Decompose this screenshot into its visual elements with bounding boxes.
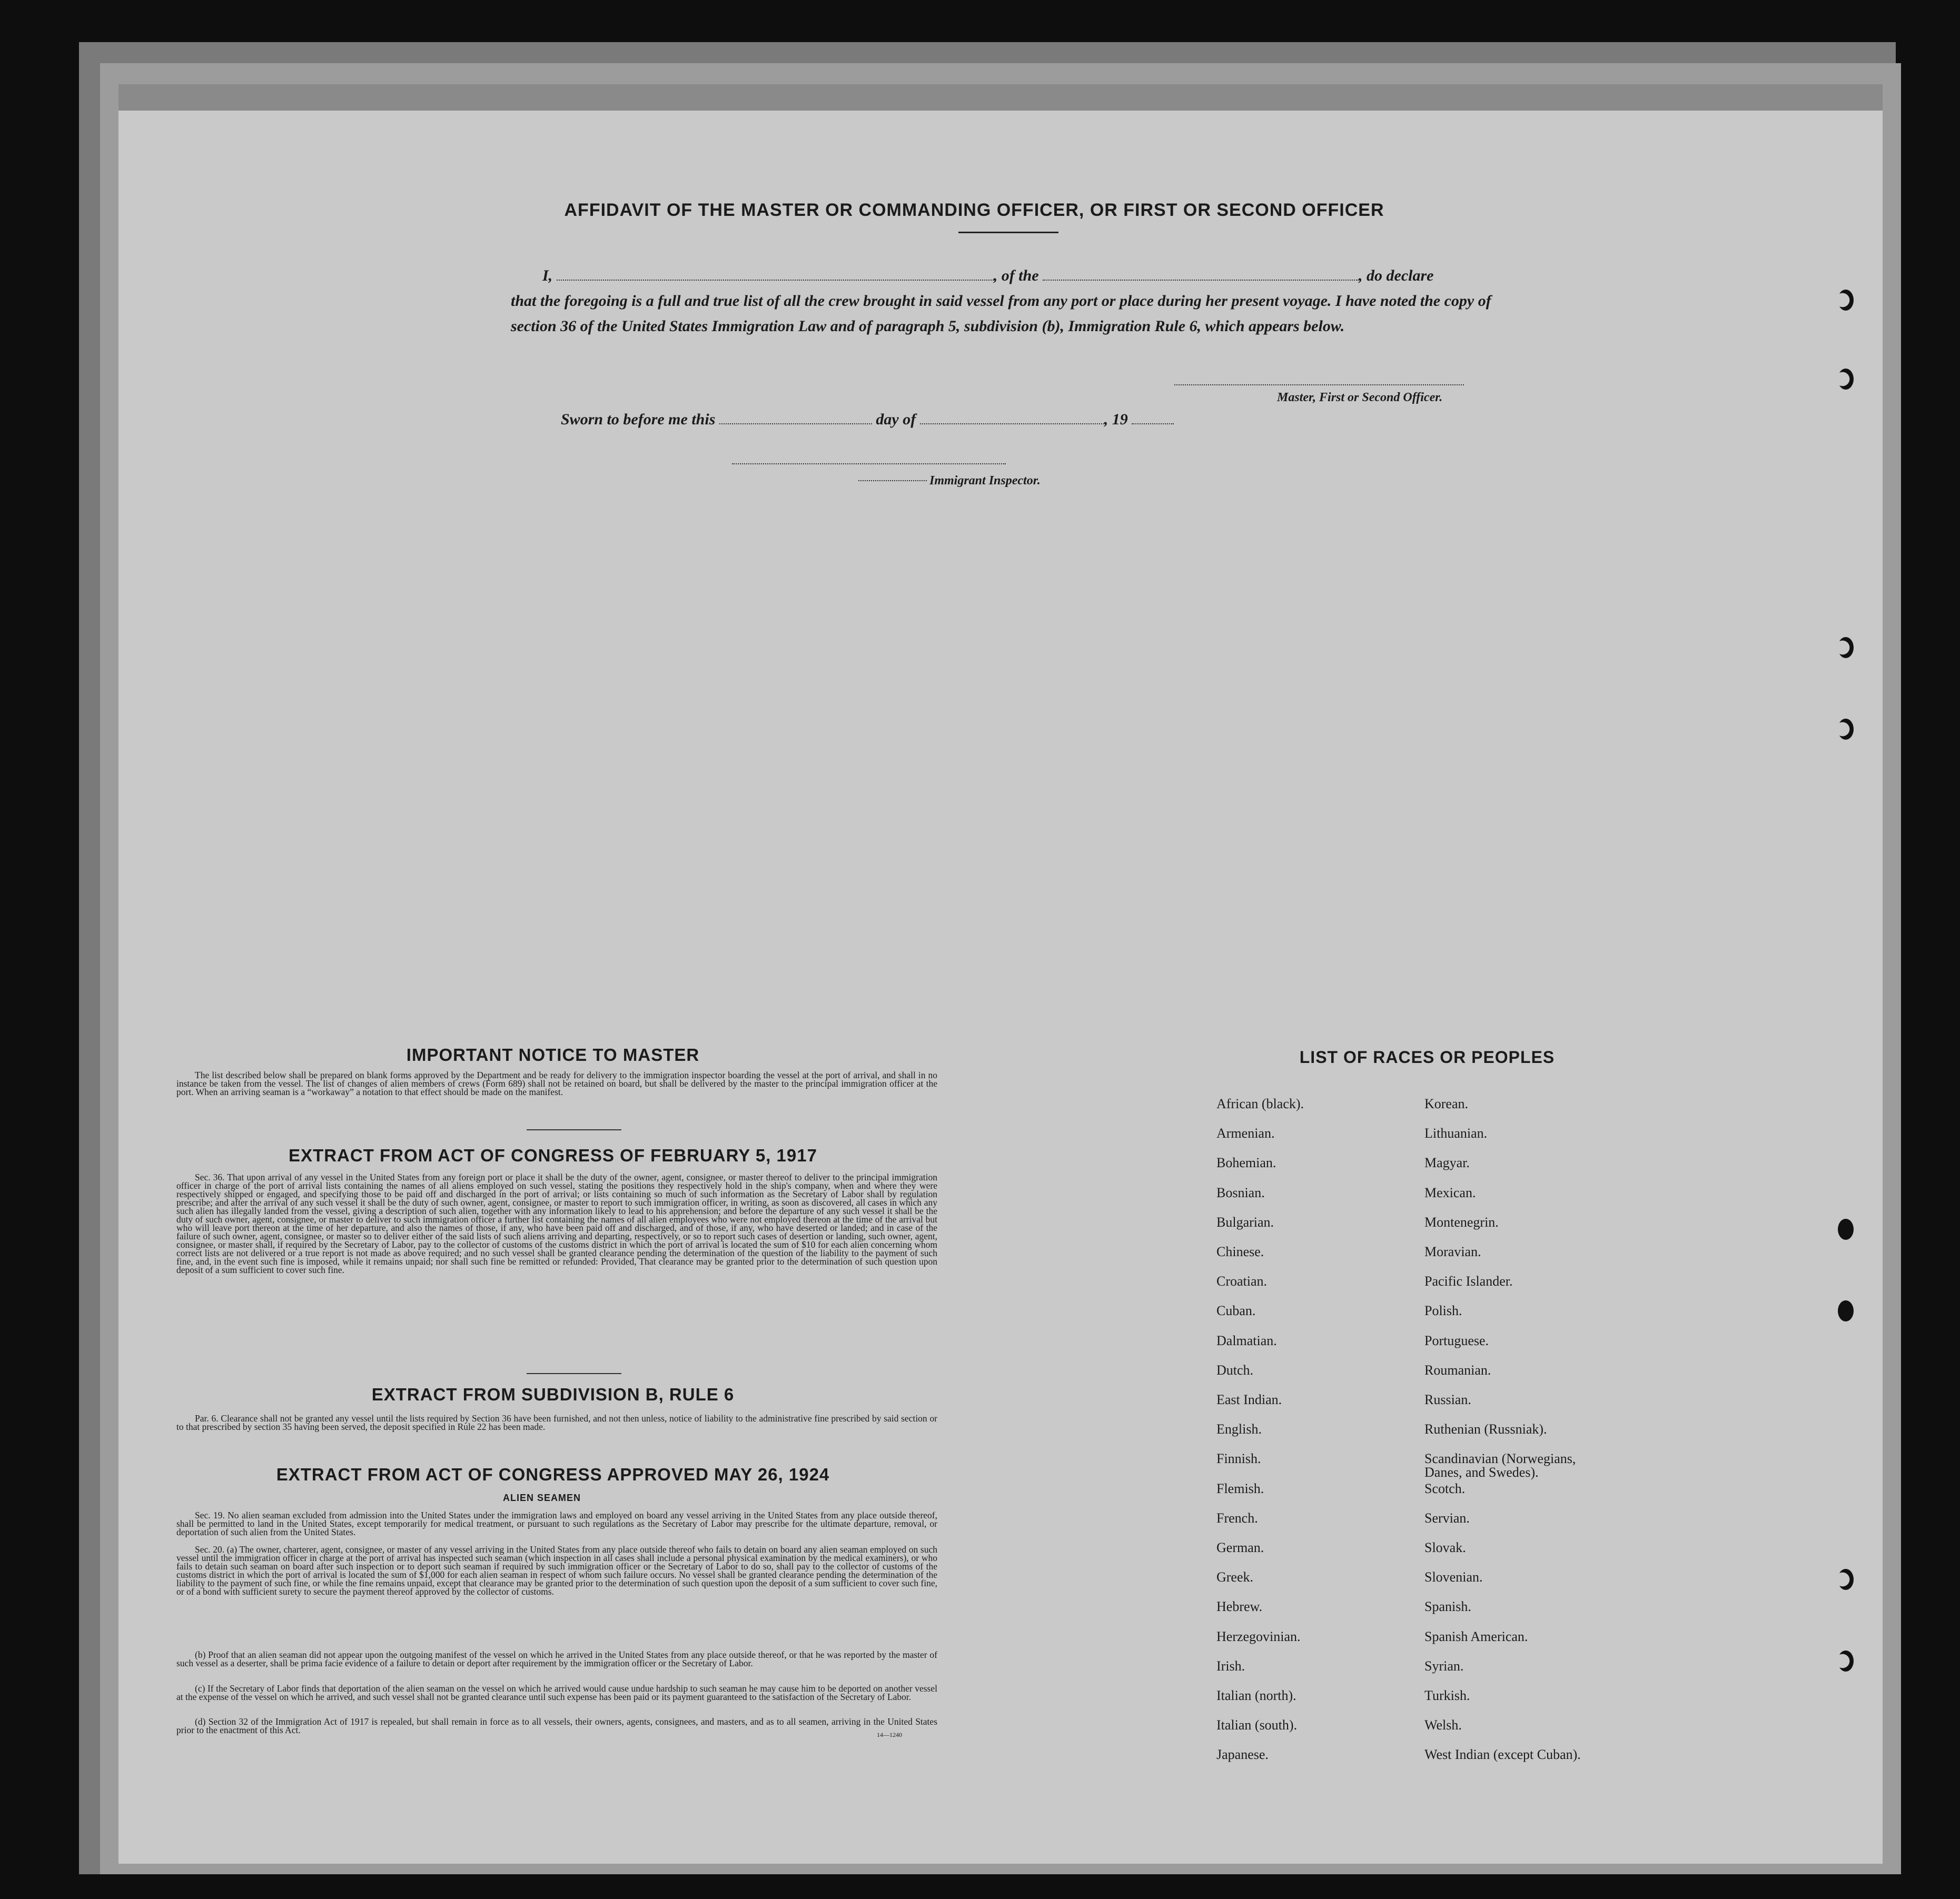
extract3-sec20a: Sec. 20. (a) The owner, charterer, agent, consignee, or master of any vessel arriving in the United States from any place outside thereof who fails to detain on board any alien seaman employed on such vessel until the immigration officer in charge at the port of arrival has inspected such seaman (which inspection in all cases shall include a personal physical examination by the medical examiners), or who fails to detain such seaman on board after such inspection or to deport such seaman if required by such immigration officer or the Secretary of Labor to do so, shall pay to the collector of customs of the customs district in which the port of arrival is located the sum of $1,000 for each alien seaman in respect of whom such failure occurs. No vessel shall be granted clearance pending the determination of the liability to the payment of such fine, or while the fine remains unpaid, except that clearance may be granted prior to the determination of such question upon the deposit of a sum sufficient to cover such fine, or of a bond with sufficient surety to secure the payment thereof approved by the collector of customs. xyxy=(176,1544,937,1597)
race-item: Croatian. xyxy=(1216,1274,1268,1289)
year-prefix: , 19 xyxy=(1104,411,1128,428)
master-signature-line[interactable] xyxy=(1174,384,1464,385)
race-item: Korean. xyxy=(1424,1096,1469,1111)
race-item: Moravian. xyxy=(1424,1244,1481,1259)
inspector-signature-line[interactable] xyxy=(732,463,1006,464)
race-item: Hebrew. xyxy=(1216,1599,1263,1615)
binder-hole xyxy=(1838,369,1854,390)
affidavit-title: AFFIDAVIT OF THE MASTER OR COMMANDING OFFICER, OR FIRST OR SECOND OFFICER xyxy=(564,200,1384,220)
race-item: West Indian (except Cuban). xyxy=(1424,1747,1581,1763)
race-item: Ruthenian (Russniak). xyxy=(1424,1421,1547,1437)
race-item: East Indian. xyxy=(1216,1392,1282,1407)
binder-hole xyxy=(1838,1300,1854,1321)
section-rule xyxy=(527,1373,621,1374)
document-page xyxy=(118,111,1883,1864)
sworn-prefix: Sworn to before me this xyxy=(561,411,716,428)
section-rule xyxy=(527,1129,621,1130)
extract3-sec20c: (c) If the Secretary of Labor finds that deportation of the alien seaman on the vessel on which he arrived would cause undue hardship to such seaman he may cause him to be deported on another vessel at the expense of the vessel on which he arrived, and such vessel shall not be granted clearance until such expense has been paid or its payment guaranteed to the satisfaction of the Secretary of Labor. xyxy=(176,1683,937,1702)
affidavit-body: that the foregoing is a full and true list of all the crew brought in said vessel from any port or place during her present voyage. I have noted the copy of section 36 of the United States Immigration Law and of paragraph 5, subdivision (b), Immigration Rule 6, which appears below. xyxy=(511,292,1491,335)
race-item: Italian (north). xyxy=(1216,1688,1296,1703)
race-item: Finnish. xyxy=(1216,1451,1261,1467)
race-item: Bulgarian. xyxy=(1216,1214,1274,1230)
sworn-day-field[interactable] xyxy=(719,413,872,424)
binder-hole xyxy=(1838,719,1854,740)
master-signature-label: Master, First or Second Officer. xyxy=(1277,391,1443,404)
race-item: Slovenian. xyxy=(1424,1569,1483,1585)
binder-hole xyxy=(1838,1651,1854,1672)
do-declare-label: , do declare xyxy=(1359,267,1434,284)
race-item: Welsh. xyxy=(1424,1717,1462,1733)
race-item: Scandinavian (Norwegians, Danes, and Swedes). xyxy=(1424,1451,1576,1480)
race-item: Armenian. xyxy=(1216,1126,1275,1141)
sworn-year-field[interactable] xyxy=(1132,413,1174,424)
day-of-label: day of xyxy=(876,411,916,428)
binder-hole xyxy=(1838,1219,1854,1240)
extract3-subtitle: ALIEN SEAMEN xyxy=(503,1493,581,1503)
race-item: Spanish American. xyxy=(1424,1628,1528,1644)
race-item: Greek. xyxy=(1216,1569,1254,1585)
inspector-signature-line-2 xyxy=(858,480,927,481)
notice-body: The list described below shall be prepared on blank forms approved by the Department and be ready for delivery to the immigration inspector boarding the vessel at the port of arrival, and shall in no instance be taken from the vessel. The list of changes of alien members of crews (Form 689) shall not be retained on board, but shall be delivered by the master to the principal immigration officer at the port. When an arriving seaman is a “workaway” a notation to that effect should be made on the manifest. xyxy=(176,1070,937,1097)
sworn-month-field[interactable] xyxy=(920,413,1104,424)
binder-hole xyxy=(1838,290,1854,311)
vessel-field[interactable] xyxy=(1043,269,1359,281)
race-item: Roumanian. xyxy=(1424,1362,1491,1378)
binder-hole xyxy=(1838,637,1854,658)
races-title: LIST OF RACES OR PEOPLES xyxy=(1299,1048,1555,1067)
extract2-title: EXTRACT FROM SUBDIVISION B, RULE 6 xyxy=(371,1385,735,1404)
race-item: Portuguese. xyxy=(1424,1333,1489,1348)
affidavit-first-line xyxy=(511,263,1511,289)
race-item: Bosnian. xyxy=(1216,1185,1265,1200)
extract1-title: EXTRACT FROM ACT OF CONGRESS OF FEBRUARY 5, 1917 xyxy=(289,1146,817,1165)
race-item: Montenegrin. xyxy=(1424,1214,1499,1230)
race-item: African (black). xyxy=(1216,1096,1304,1111)
title-rule xyxy=(958,232,1058,233)
race-item: Dalmatian. xyxy=(1216,1333,1277,1348)
race-item: Polish. xyxy=(1424,1303,1462,1319)
race-item: Magyar. xyxy=(1424,1155,1470,1171)
race-item: Dutch. xyxy=(1216,1362,1254,1378)
extract3-sec20d: (d) Section 32 of the Immigration Act of 1917 is repealed, but shall remain in force as to all vessels, their owners, agents, consignees, and masters, and as to all seamen, arriving in the United States prior to the enactment of this Act. xyxy=(176,1716,937,1735)
race-item: French. xyxy=(1216,1510,1258,1526)
extract1-body: Sec. 36. That upon arrival of any vessel in the United States from any foreign port or place it shall be the duty of the owner, agent, consignee, or master thereof to deliver to the principal immigration officer in charge of the port of arrival lists containing the names of all aliens employed on such vessel, stating the positions they respectively hold in the ship's company, when and where they were respectively shipped or engaged, and specifying those to be paid off and discharged in the port of arrival; or lists containing so much of such information as the Secretary of Labor shall by regulation prescribe; and after the arrival of any such vessel it shall be the duty of such owner, agent, consignee, or master to report to such immigration officer, in writing, as soon as discovered, all cases in which any such alien has illegally landed from the vessel, giving a description of such alien, together with any information likely to lead to his apprehension; and before the departure of any such vessel it shall be the duty of such owner, agent, consignee, or master to deliver to such immigration officer a further list containing the names of all alien employees who were not employed thereon at the time of the arrival but who will leave port thereon at the time of her departure, and also the names of those, if any, who have been paid off and discharged, and of those, if any, who have deserted or landed; and in case of the failure of such owner, agent, consignee, or master so to deliver either of the said lists of such aliens arriving and departing, respectively, or so to report such cases of desertion or landing, such owner, agent, consignee, or master shall, if required by the Secretary of Labor, pay to the collector of customs of the customs district in which the port of arrival is located the sum of $10 for each alien concerning whom correct lists are not delivered or a true report is not made as above required; and no such vessel shall be granted clearance pending the determination of the question of the liability to the payment of such fine, and, in the event such fine is imposed, while it remains unpaid; nor shall such fine be remitted or refunded: Provided, That clearance may be granted prior to the determination of such question upon deposit of a sum sufficient to cover such fine. xyxy=(176,1172,937,1275)
race-item: Bohemian. xyxy=(1216,1155,1276,1171)
race-item: Japanese. xyxy=(1216,1747,1269,1763)
extract3-sec19: Sec. 19. No alien seaman excluded from admission into the United States under the immigration laws and employed on board any vessel arriving in the United States from any place outside thereof, shall be permitted to land in the United States, except temporarily for medical treatment, or pursuant to such regulations as the Secretary of Labor may prescribe for the ultimate departure, removal, or deportation of such alien from the United States. xyxy=(176,1510,937,1537)
inspector-label: Immigrant Inspector. xyxy=(929,474,1041,488)
race-item: Russian. xyxy=(1424,1392,1471,1407)
race-item: English. xyxy=(1216,1421,1262,1437)
notice-title: IMPORTANT NOTICE TO MASTER xyxy=(406,1045,700,1065)
extract3-title: EXTRACT FROM ACT OF CONGRESS APPROVED MAY 26, 1924 xyxy=(276,1465,830,1484)
race-item: Syrian. xyxy=(1424,1658,1464,1674)
race-item: German. xyxy=(1216,1540,1264,1555)
of-the-label: , of the xyxy=(993,267,1039,284)
race-item: Flemish. xyxy=(1216,1480,1264,1496)
race-item: Servian. xyxy=(1424,1510,1470,1526)
affidavit-statement xyxy=(511,263,1511,339)
race-item: Slovak. xyxy=(1424,1540,1466,1555)
race-item: Spanish. xyxy=(1424,1599,1471,1615)
race-item: Mexican. xyxy=(1424,1185,1476,1200)
race-item: Italian (south). xyxy=(1216,1717,1298,1733)
form-number: 14—1240 xyxy=(877,1731,902,1738)
race-item: Chinese. xyxy=(1216,1244,1264,1259)
extract2-body: Par. 6. Clearance shall not be granted any vessel until the lists required by Section 36 have been furnished, and not then unless, notice of liability to the administrative fine prescribed by said section or to that prescribed by section 35 having been served, the deposit specified in Rule 22 has been made. xyxy=(176,1413,937,1432)
race-item: Herzegovinian. xyxy=(1216,1628,1301,1644)
race-item: Cuban. xyxy=(1216,1303,1256,1319)
name-field[interactable] xyxy=(557,269,994,281)
sworn-line xyxy=(561,411,1174,429)
race-item: Scotch. xyxy=(1424,1480,1466,1496)
i-label: I, xyxy=(542,267,553,284)
race-item: Irish. xyxy=(1216,1658,1245,1674)
binder-hole xyxy=(1838,1569,1854,1590)
race-item: Turkish. xyxy=(1424,1688,1470,1703)
race-item: Lithuanian. xyxy=(1424,1126,1488,1141)
extract3-sec20b: (b) Proof that an alien seaman did not appear upon the outgoing manifest of the vessel on which he arrived in the United States from any place outside thereof, or that he was reported by the master of such vessel as a deserter, shall be prima facie evidence of a failure to detain or deport after requirement by the immigration officer or the Secretary of Labor. xyxy=(176,1649,937,1668)
race-item: Pacific Islander. xyxy=(1424,1274,1513,1289)
